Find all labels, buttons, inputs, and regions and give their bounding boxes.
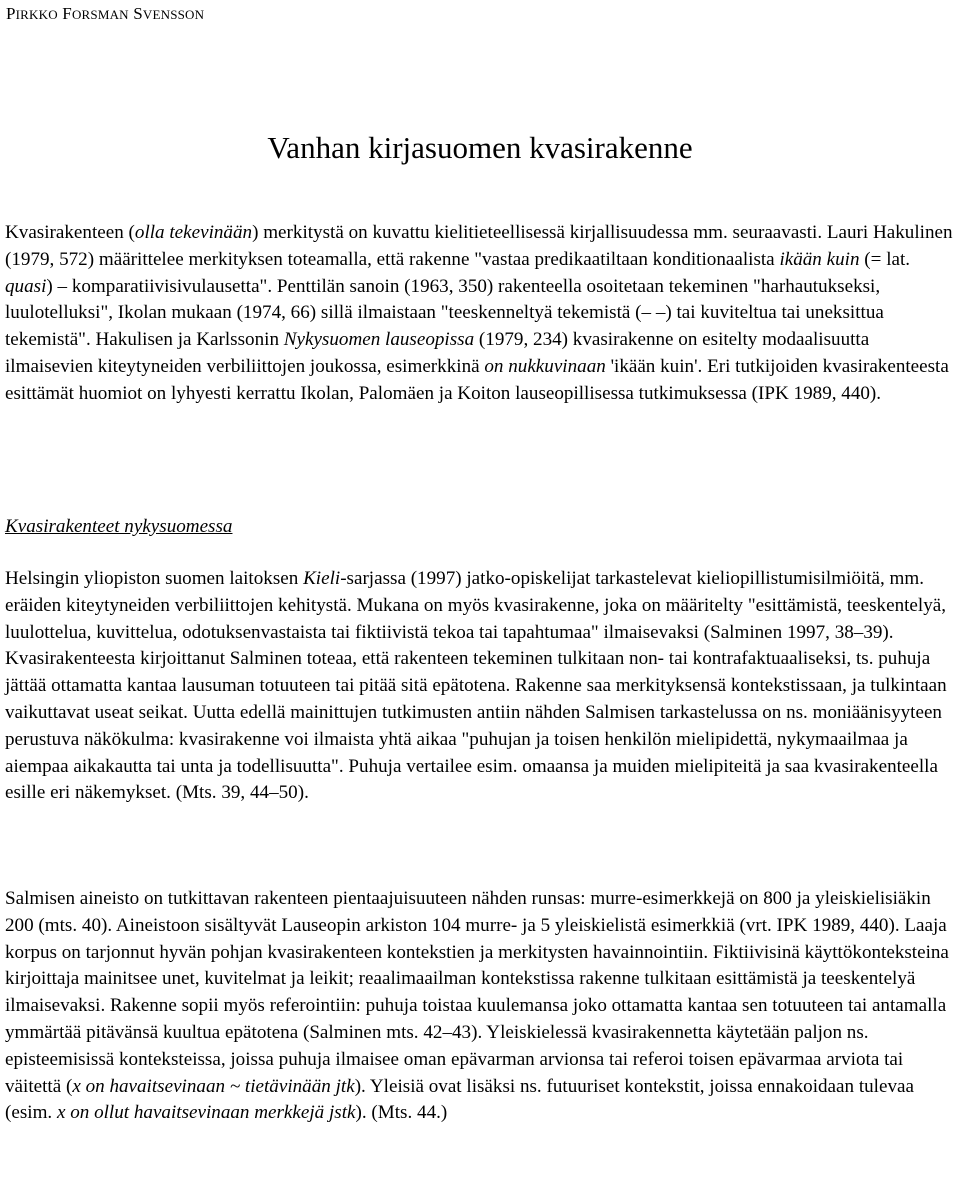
italic-text-run: ikään kuin	[779, 248, 860, 270]
italic-text-run: x on ollut havaitsevinaan merkkejä jstk	[56, 1102, 356, 1124]
text-run: (= lat.	[859, 248, 911, 270]
text-run: (1979, 234) kvasirakenne on esitelty modaalisuutta ilmaisevien kiteytyneiden verbiliittojen joukossa, esimerkkinä	[5, 329, 870, 377]
text-run: Salmisen aineisto on tutkittavan rakenteen pientaajuisuuteen nähden runsas: murre-esimerkkejä on 800 ja yleiskielisiäkin 200 (mts. 40). Aineistoon sisältyvät Lauseopin arkiston 104 murre- ja 5 yleiskielistä esimerkkiä (vrt. IPK 1989, 440). Laaja korpus on tarjonnut hyvän pohjan kvasirakenteen kontekstien ja merkitysten havainnointiin. Fiktiivisinä käyttökonteksteina kirjoittaja mainitsee unet, kuvitelmat ja leikit; reaalimaailman kontekstissa rakenne tulkitaan esittämistä ja teeskentelyä ilmaisevaksi. Rakenne sopii myös referointiin: puhuja toistaa kuulemansa joko ottamatta kantaa sen totuuteen tai antamalla ymmärtää pitävänsä kuultua epätotena (Salminen mts. 42–43). Yleiskielessä kvasirakennetta käytetään paljon ns. episteemisissä konteksteissa, joissa puhuja ilmaisee oman epävarman arvionsa tai referoi toisen epävarmaa arviota tai väitettä (	[5, 888, 949, 1097]
italic-text-run: quasi	[5, 275, 47, 297]
text-run: -sarjassa (1997) jatko-opiskelijat tarkastelevat kieliopillistumisilmiöitä, mm. eräiden kiteytyneiden verbiliittojen kehitystä. Mukana on myös kvasirakenne, joka on määritelty "esittämistä, teeskentelyä, luulottelua, kuvittelua, odotuksenvastaista tai fiktiivistä tekoa tai tapahtumaa" ilmaisevaksi (Salminen 1997, 38–39). Kvasirakenteesta kirjoittanut Salminen toteaa, että rakenteen tekeminen tulkitaan non- tai kontrafaktuaaliseksi, ts. puhuja jättää ottamatta kantaa lausuman totuuteen tai pitää sitä epätotena. Rakenne saa merkityksensä kontekstissaan, ja tulkintaan vaikuttavat useat seikat. Uutta edellä mainittujen tutkimusten antiin nähden Salmisen tarkastelussa on ns. moniäänisyyteen perustuva näkökulma: kvasirakenne voi ilmaista yhtä aikaa "puhujan ja toisen henkilön mielipidettä, nykymaailmaa ja aiempaa aikakautta tai unta ja todellisuutta". Puhuja vertailee esim. omaansa ja muiden mielipiteitä ja saa kvasirakenteella esille eri näkemykset. (Mts. 39, 44–50).	[5, 568, 947, 804]
intro-paragraph	[5, 220, 957, 408]
author-last-name: SVENSSON	[133, 4, 205, 23]
italic-text-run: x on havaitsevinaan ~ tietävinään jtk	[72, 1075, 355, 1097]
text-run: ). Yleisiä ovat lisäksi ns. futuuriset kontekstit, joissa ennakoidaan tulevaa (esim.	[5, 1075, 914, 1124]
body-paragraph-2	[5, 566, 957, 807]
author-middle-name: FORSMAN	[62, 4, 129, 23]
text-run: ) merkitystä on kuvattu kielitieteellisessä kirjallisuudessa mm. seuraavasti. Lauri Hakulinen (1979, 572) määrittelee merkityksen toteamalla, että rakenne "vastaa predikaatiltaan konditionaalista	[5, 222, 953, 270]
text-run: Kvasirakenteen (	[5, 222, 135, 243]
running-header-author	[6, 4, 204, 24]
section-heading: Kvasirakenteet nykysuomessa	[5, 516, 233, 537]
body-paragraph-3	[5, 886, 957, 1127]
italic-text-run: olla tekevinään	[134, 222, 253, 243]
italic-text-run: Kieli	[303, 568, 341, 589]
text-run: ). (Mts. 44.)	[355, 1102, 448, 1124]
text-run: 'ikään kuin'. Eri tutkijoiden kvasirakenteesta esittämät huomiot on lyhyesti kerrattu Ikolan, Palomäen ja Koiton lauseopillisessa tutkimuksessa (IPK 1989, 440).	[5, 355, 949, 404]
article-title: Vanhan kirjasuomen kvasirakenne	[267, 130, 693, 165]
text-run: Helsingin yliopiston suomen laitoksen	[5, 568, 304, 589]
author-first-name: PIRKKO	[6, 4, 58, 23]
text-run: ) – komparatiivisivulausetta". Penttilän sanoin (1963, 350) rakenteella osoitetaan tekeminen "harhautukseksi, luulotelluksi", Ikolan mukaan (1974, 66) sillä ilmaistaan "teeskenneltyä tekemistä (– –) tai kuviteltua tai uneksittua tekemistä". Hakulisen ja Karlssonin	[5, 275, 884, 351]
italic-text-run: on nukkuvinaan	[484, 355, 606, 377]
italic-text-run: Nykysuomen lauseopissa	[283, 329, 475, 351]
